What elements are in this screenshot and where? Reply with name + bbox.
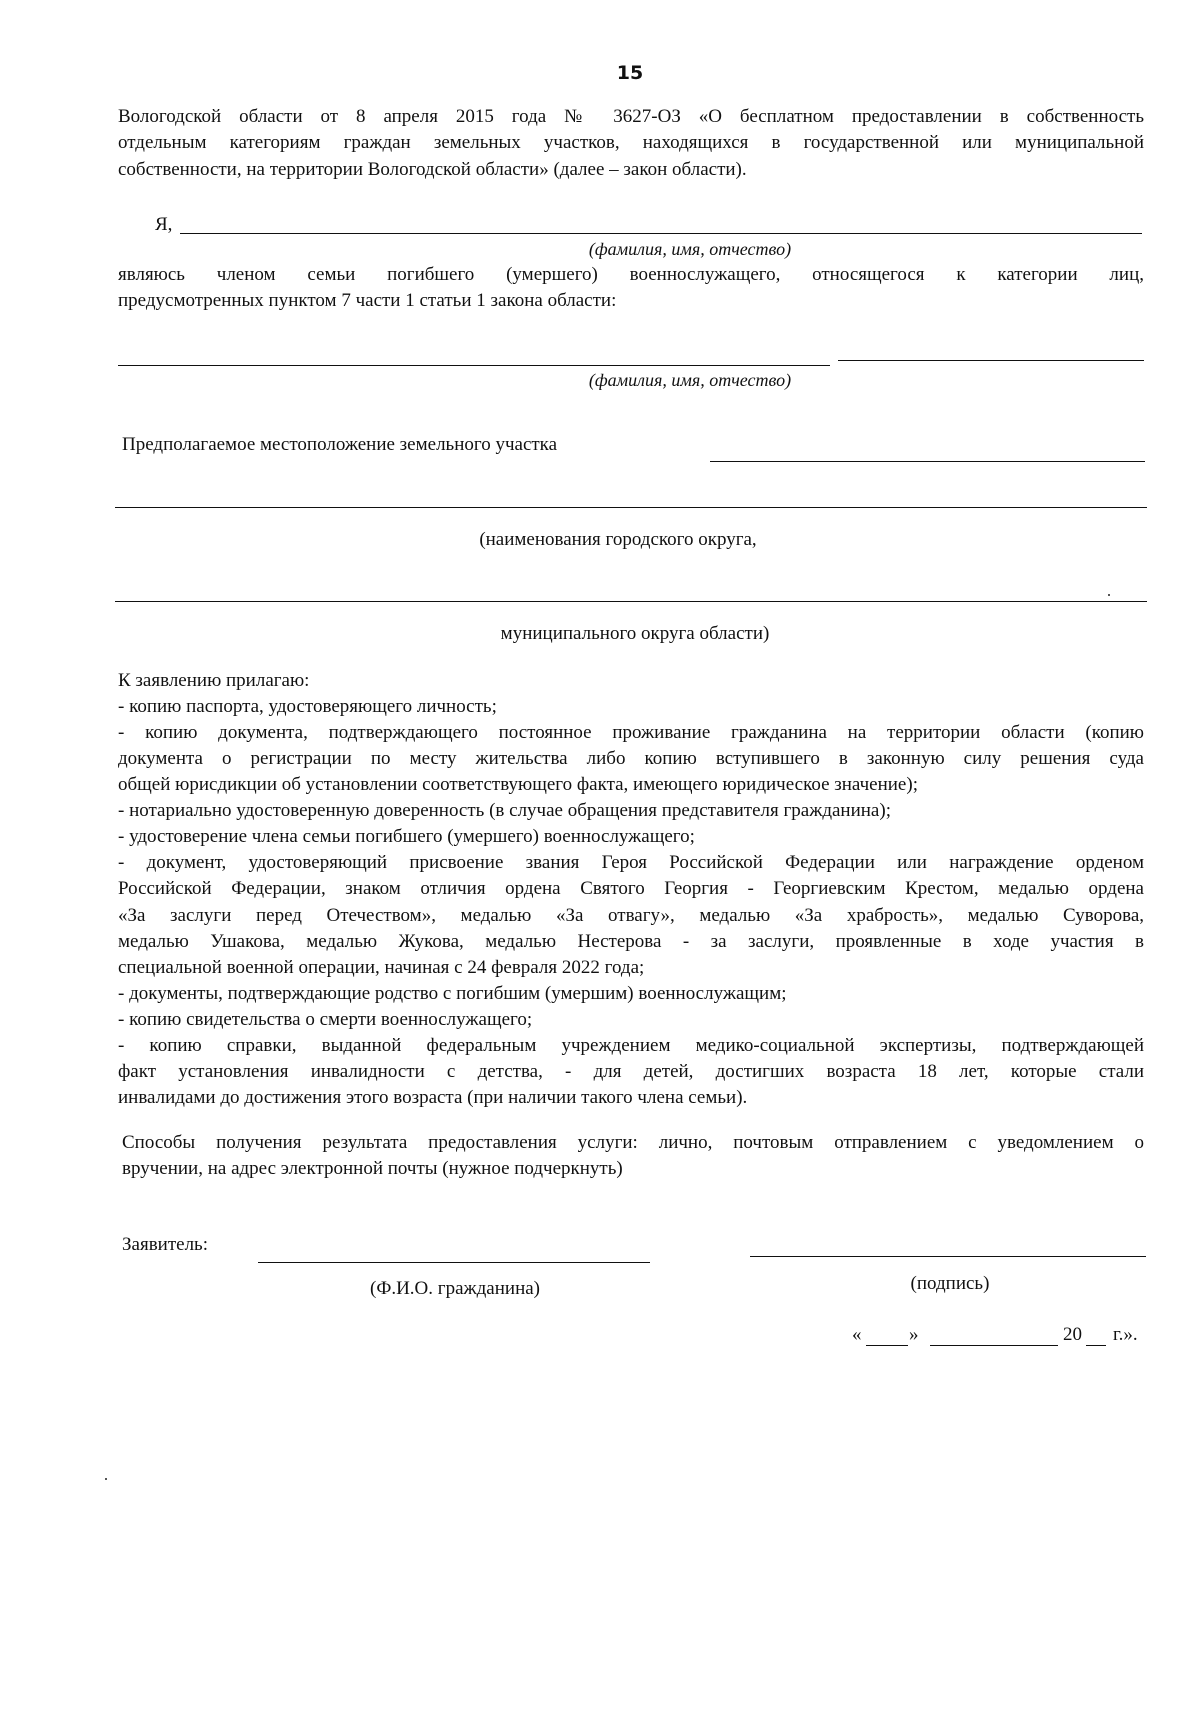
date-month-field[interactable] bbox=[930, 1345, 1058, 1346]
delivery-line-2: вручении, на адрес электронной почты (нужное подчеркнуть) bbox=[122, 1158, 623, 1179]
date-open-quote: « bbox=[852, 1324, 862, 1345]
date-close-quote: » bbox=[909, 1324, 919, 1345]
citizen-name-field[interactable] bbox=[258, 1262, 650, 1263]
applicant-name-field[interactable] bbox=[180, 233, 1142, 234]
attachment-line: документа о регистрации по месту жительства либо копию вступившего в законную силу решения суда bbox=[118, 748, 1144, 769]
caption-signature: (подпись) bbox=[910, 1273, 990, 1294]
delivery-line-1: Способы получения результата предоставления услуги: лично, почтовым отправлением с уведомлением о bbox=[122, 1132, 1144, 1153]
attachment-line: - документы, подтверждающие родство с погибшим (умершим) военнослужащим; bbox=[118, 983, 787, 1004]
caption-fio-1: (фамилия, имя, отчество) bbox=[588, 239, 792, 259]
location-label: Предполагаемое местоположение земельного участка bbox=[122, 434, 558, 455]
attachment-line: медалью Ушакова, медалью Жукова, медалью Нестерова - за заслуги, проявленные в ходе участия в bbox=[118, 931, 1144, 952]
attachment-line: - копию документа, подтверждающего постоянное проживание гражданина на территории области (копию bbox=[118, 722, 1144, 743]
member-text-line-2: предусмотренных пунктом 7 части 1 статьи 1 закона области: bbox=[118, 290, 617, 311]
date-year-suffix: г.». bbox=[1113, 1324, 1138, 1345]
attachment-line: инвалидами до достижения этого возраста (при наличии такого члена семьи). bbox=[118, 1087, 748, 1108]
page-number: 15 bbox=[616, 62, 644, 84]
intro-line-2: отдельным категориям граждан земельных участков, находящихся в государственной или муниципальной bbox=[118, 132, 1144, 153]
attachment-line: - копию свидетельства о смерти военнослужащего; bbox=[118, 1009, 533, 1030]
intro-line-1: Вологодской области от 8 апреля 2015 года № 3627-ОЗ «О бесплатном предоставлении в собственность bbox=[118, 106, 1144, 127]
member-text-line-1: являюсь членом семьи погибшего (умершего) военнослужащего, относящегося к категории лиц, bbox=[118, 264, 1144, 285]
attachment-line: - нотариально удостоверенную доверенность (в случае обращения представителя гражданина); bbox=[118, 800, 891, 821]
location-field[interactable] bbox=[710, 461, 1145, 462]
applicant-prefix: Я, bbox=[155, 214, 173, 235]
attach-heading: К заявлению прилагаю: bbox=[118, 670, 310, 691]
scan-speck bbox=[105, 1478, 107, 1480]
caption-citizen: (Ф.И.О. гражданина) bbox=[370, 1278, 540, 1299]
municipal-field[interactable] bbox=[115, 601, 1147, 602]
deceased-name-field-1[interactable] bbox=[118, 365, 830, 366]
caption-district: (наименования городского округа, bbox=[479, 529, 757, 550]
attachment-line: общей юрисдикции об установлении соответствующего факта, имеющего юридическое значение); bbox=[118, 774, 918, 795]
date-year-field[interactable] bbox=[1086, 1345, 1106, 1346]
intro-line-3: собственности, на территории Вологодской области» (далее – закон области). bbox=[118, 159, 747, 180]
attachment-line: Российской Федерации, знаком отличия ордена Святого Георгия - Георгиевским Крестом, медалью ордена bbox=[118, 878, 1144, 899]
attachment-line: - копию справки, выданной федеральным учреждением медико-социальной экспертизы, подтверждающей bbox=[118, 1035, 1144, 1056]
attachment-line: специальной военной операции, начиная с 24 февраля 2022 года; bbox=[118, 957, 645, 978]
attachment-line: - документ, удостоверяющий присвоение звания Героя Российской Федерации или награждение орденом bbox=[118, 852, 1144, 873]
caption-fio-2: (фамилия, имя, отчество) bbox=[588, 370, 792, 390]
district-field[interactable] bbox=[115, 507, 1147, 508]
attachment-line: - копию паспорта, удостоверяющего личность; bbox=[118, 696, 497, 717]
deceased-name-field-2[interactable] bbox=[838, 360, 1144, 361]
attachment-line: факт установления инвалидности с детства, - для детей, достигших возраста 18 лет, которые стали bbox=[118, 1061, 1144, 1082]
scan-speck bbox=[1108, 594, 1110, 596]
applicant-label: Заявитель: bbox=[122, 1234, 208, 1255]
attachment-line: - удостоверение члена семьи погибшего (умершего) военнослужащего; bbox=[118, 826, 695, 847]
date-day-field[interactable] bbox=[866, 1345, 908, 1346]
date-year-prefix: 20 bbox=[1063, 1324, 1082, 1345]
caption-municipal: муниципального округа области) bbox=[500, 623, 770, 644]
attachment-line: «За заслуги перед Отечеством», медалью «За отвагу», медалью «За храбрость», медалью Суворова, bbox=[118, 905, 1144, 926]
signature-field[interactable] bbox=[750, 1256, 1146, 1257]
